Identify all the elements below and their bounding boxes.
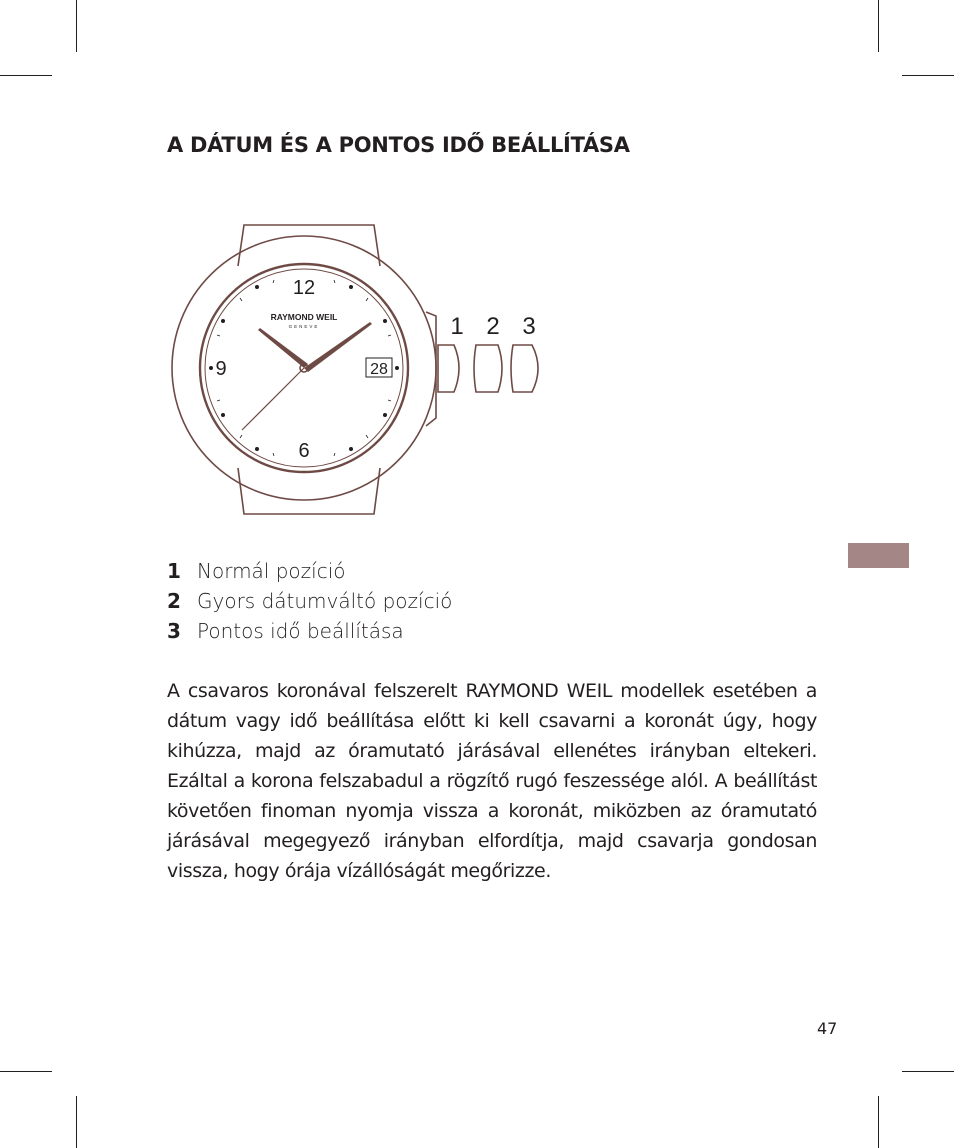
date-value: 28 xyxy=(370,361,388,378)
crown-guard xyxy=(426,312,436,426)
crop-mark-top-right-horizontal xyxy=(902,75,954,76)
crown-position-2 xyxy=(474,345,502,392)
crop-mark-bottom-left-vertical xyxy=(76,1096,77,1148)
step-text: Normál pozíció xyxy=(197,559,346,583)
crown-label-3: 3 xyxy=(522,313,536,340)
watch-top-lugs xyxy=(238,225,380,266)
step-number: 2 xyxy=(167,589,181,613)
crop-mark-bottom-right-vertical xyxy=(878,1096,879,1148)
watch-sub-brand: GENEVE xyxy=(288,324,320,329)
step-item xyxy=(167,556,452,586)
second-hand xyxy=(242,368,304,430)
crop-mark-bottom-left-horizontal xyxy=(0,1071,52,1072)
crop-mark-top-left-horizontal xyxy=(0,75,52,76)
crop-mark-top-right-vertical xyxy=(878,0,879,52)
page-title: A DÁTUM ÉS A PONTOS IDŐ BEÁLLÍTÁSA xyxy=(167,133,630,157)
step-number: 1 xyxy=(167,559,181,583)
step-item xyxy=(167,616,452,646)
numeral-6: 6 xyxy=(298,440,310,462)
crown-position-3 xyxy=(511,345,538,392)
minute-hand xyxy=(304,322,372,372)
crop-mark-top-left-vertical xyxy=(76,0,77,52)
steps-list xyxy=(167,556,452,646)
crown-position-1 xyxy=(438,345,459,392)
watch-bottom-lugs xyxy=(238,468,380,514)
step-item xyxy=(167,586,452,616)
watch-hands xyxy=(258,322,372,372)
crown-label-1: 1 xyxy=(450,313,464,340)
chapter-tab xyxy=(848,543,909,568)
page-number: 47 xyxy=(817,1019,838,1038)
step-text: Gyors dátumváltó pozíció xyxy=(197,589,453,613)
numeral-9: 9 xyxy=(215,358,227,380)
crown-label-2: 2 xyxy=(486,313,500,340)
step-number: 3 xyxy=(167,619,181,643)
watch-brand: RAYMOND WEIL xyxy=(270,312,338,322)
hour-hand xyxy=(258,328,308,368)
step-text: Pontos idő beállítása xyxy=(197,619,404,643)
watch-illustration xyxy=(160,218,560,522)
instructions-paragraph: A csavaros koronával felszerelt RAYMOND WEIL modellek esetében a dátum vagy idő beállítása előtt ki kell csavarni a koronát úgy, hogy kihúzza, majd az óramutató járásával ellenétes irányban eltekeri. Ezáltal a korona felszabadul a rögzítő rugó feszessége alól. A beállítást követően finoman nyomja vissza a koronát, miközben az óramutató járásával megegyező irányban elfordítja, majd csavarja gondosan vissza, hogy órája vízállóságát megőrizze. xyxy=(167,680,817,882)
numeral-12: 12 xyxy=(292,277,316,299)
crop-mark-bottom-right-horizontal xyxy=(902,1071,954,1072)
